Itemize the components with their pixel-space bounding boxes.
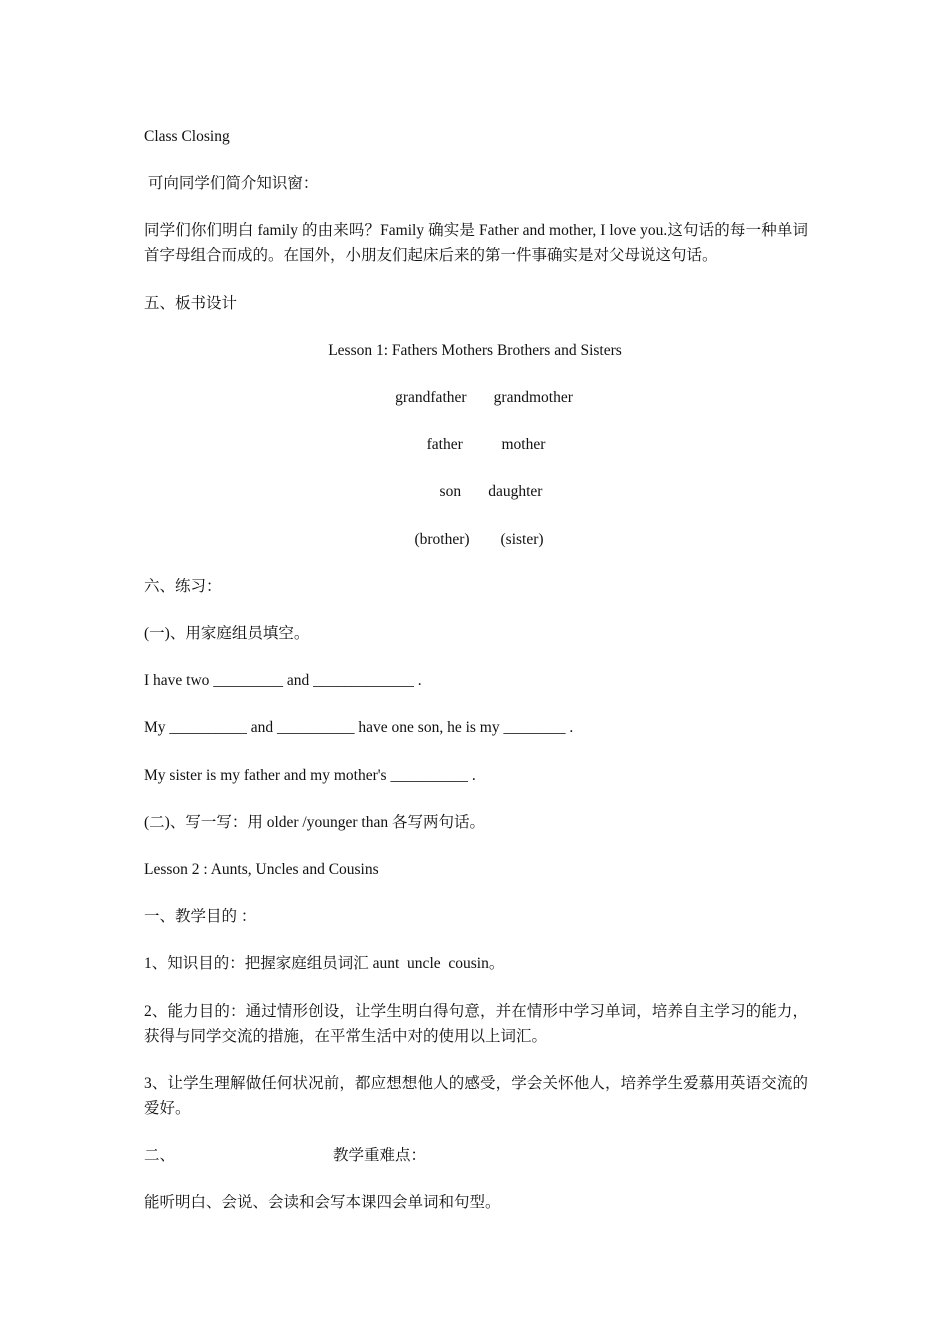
class-closing-heading: Class Closing [144, 128, 230, 145]
exercise-1-title: (一)、用家庭组员填空。 [144, 625, 310, 642]
lesson-2-title: Lesson 2 : Aunts, Uncles and Cousins [144, 861, 379, 878]
lesson-2-key-points: 能听明白、会说、会读和会写本课四会单词和句型。 [144, 1194, 501, 1211]
lesson-2-goal-3: 3、让学生理解做任何状况前，都应想想他人的感受，学会关怀他人，培养学生爱慕用英语交流的爱好。 [144, 1075, 808, 1117]
exercise-2-title: (二)、写一写：用 older /younger than 各写两句话。 [144, 814, 485, 831]
board-row-children: son daughter [439, 483, 543, 500]
knowledge-window-intro: 可向同学们简介知识窗： [144, 175, 319, 192]
board-row-siblings: (brother) (sister) [414, 531, 544, 548]
section-5-heading: 五、板书设计 [144, 295, 238, 312]
lesson-2-goal-2: 2、能力目的：通过情形创设，让学生明白得句意，并在情形中学习单词，培养自主学习的能力，获得与同学交流的措施，在平常生活中对的使用以上词汇。 [144, 1003, 808, 1045]
board-row-grandparents: grandfather grandmother [395, 389, 573, 406]
lesson-2-section-1-heading: 一、教学目的 ： [144, 908, 257, 925]
board-title: Lesson 1: Fathers Mothers Brothers and Sisters [328, 342, 622, 359]
lesson-2-goal-1: 1、知识目的：把握家庭组员词汇 aunt uncle cousin。 [144, 955, 505, 972]
lesson-2-section-2-number: 二、 [144, 1147, 176, 1164]
exercise-1-question-1: I have two _________ and _____________ . [144, 672, 422, 689]
lesson-2-section-2-heading: 教学重难点： [333, 1147, 427, 1164]
board-row-parents: father mother [426, 436, 546, 453]
section-6-heading: 六、练习： [144, 578, 222, 595]
exercise-1-question-3: My sister is my father and my mother's __________ . [144, 767, 476, 784]
exercise-1-question-2: My __________ and __________ have one son, he is my ________ . [144, 719, 574, 736]
family-origin-paragraph: 同学们你们明白 family 的由来吗？Family 确实是 Father and mother, I love you.这句话的每一种单词首字母组合而成的。在国外，小朋友们起床后来的第一件事确实是对父母说这句话。 [144, 222, 808, 264]
